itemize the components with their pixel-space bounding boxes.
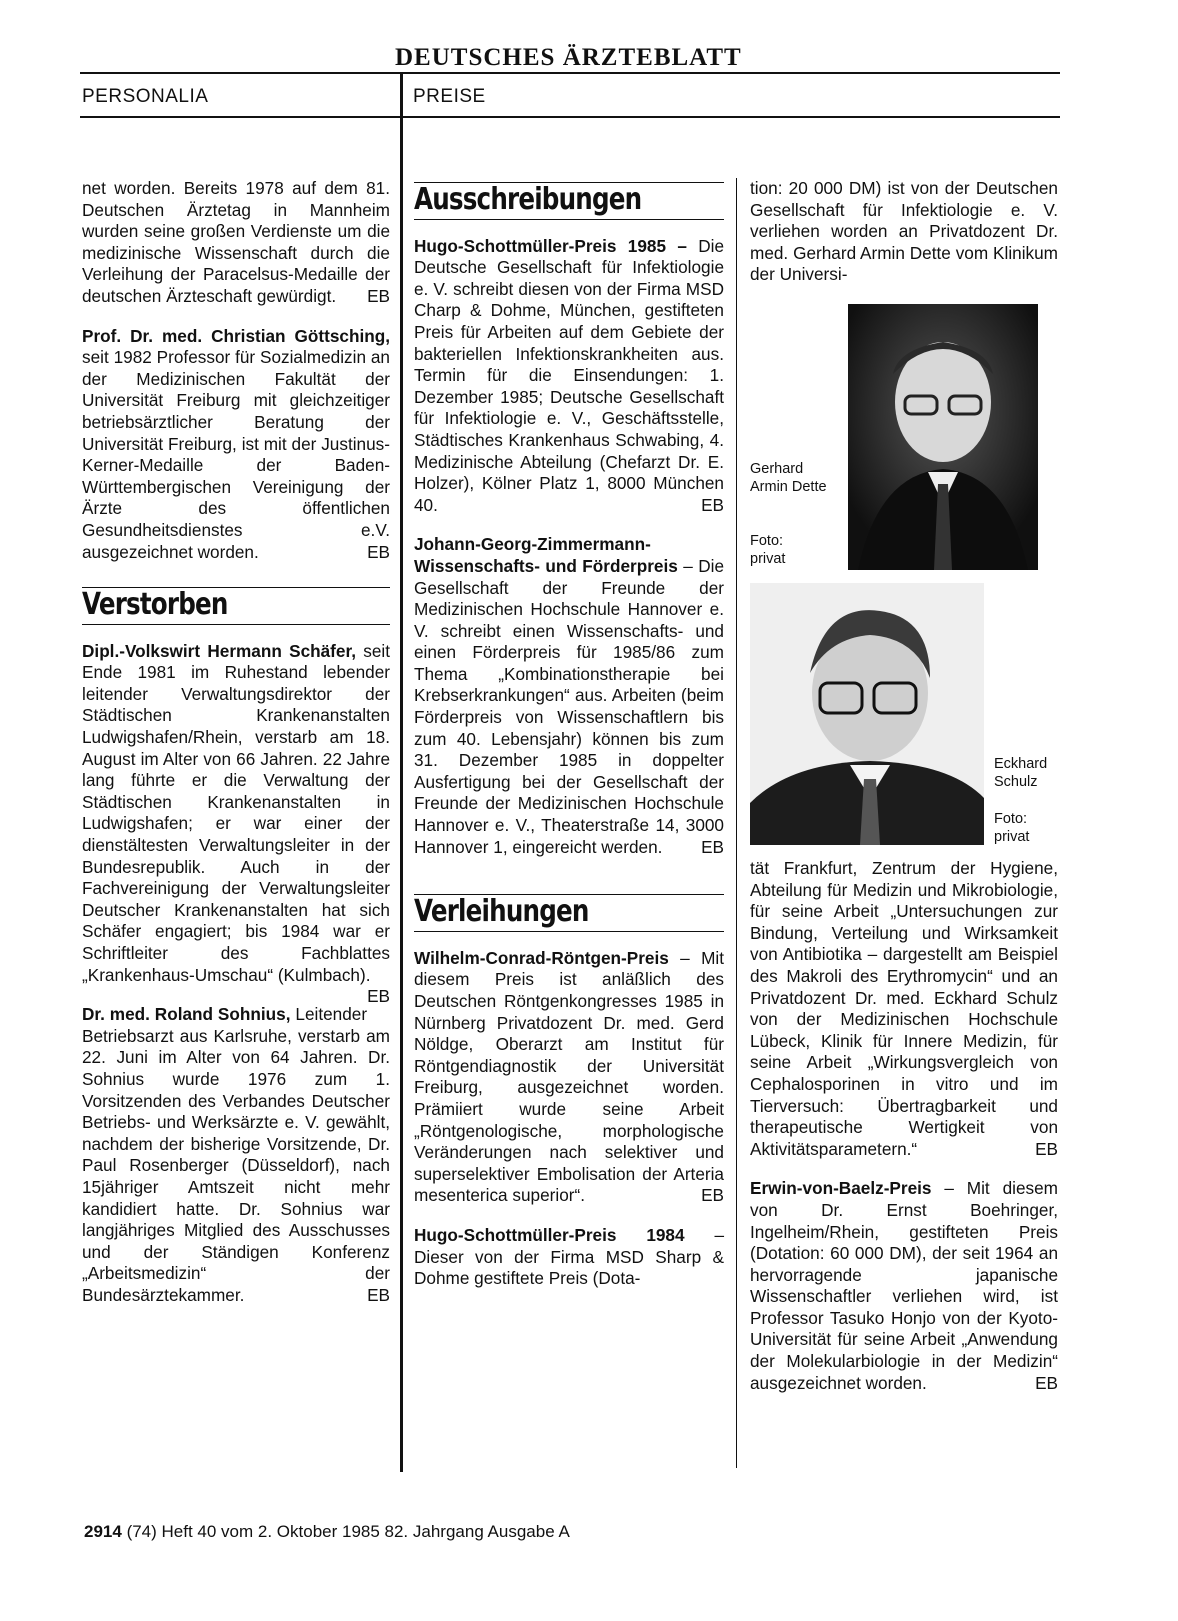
paragraph: Dipl.-Volkswirt Hermann Schäfer, seit Ende 1981 im Ruhestand lebender leitender Verwaltungsdirektor der Städtischen Krankenanstalten Ludwigshafen/Rhein, verstarb am 18. August im Alter von 66 Jahren. 22 Jahre lang führte er die Verwaltung der Städtischen Krankenanstalten in Ludwigshafen; er war einer der dienstältesten Verwaltungsleiter in der Bundesrepublik. Auch in der Fachvereinigung der Verwaltungsleiter Deutscher Krankenanstalten hat sich Schäfer engagiert; bis 1984 war er Schriftleiter des Fachblattes „Krankenhaus-Umschau“ (Kulmbach). EB bbox=[82, 640, 390, 1007]
prize-name: Hugo-Schottmüller-Preis 1984 bbox=[414, 1224, 685, 1245]
column-divider bbox=[736, 178, 737, 1468]
column-3-bottom bbox=[750, 858, 1058, 1394]
author-mark: EB bbox=[701, 836, 724, 857]
person-name: Dipl.-Volkswirt Hermann Schäfer, bbox=[82, 640, 356, 661]
portrait-photo-dette bbox=[848, 304, 1038, 570]
portrait-image bbox=[750, 583, 984, 845]
paragraph: Johann-Georg-Zimmermann-Wissenschafts- und Förderpreis – Die Gesellschaft der Freunde der Medizinischen Hochschule Hannover e. V. schreibt einen Wissenschafts- und einen Förderpreis für 1985/86 zum Thema „Kombinationstherapie bei Krebserkrankungen“ aus. Arbeiten (beim Förderpreis von Wissenschaftlern bis zum 40. Lebensjahr) können bis zum 31. Dezember 1985 in doppelter Ausfertigung bei der Gesellschaft der Freunde der Medizinischen Hochschule Hannover e. V., Theaterstraße 14, 3000 Hannover 1, eingereicht werden. EB bbox=[414, 534, 725, 857]
column-2 bbox=[414, 182, 724, 1290]
portrait-photo-schulz bbox=[750, 583, 984, 845]
column-3-top bbox=[750, 178, 1058, 286]
author-mark: EB bbox=[367, 541, 390, 562]
masthead: DEUTSCHES ÄRZTEBLATT bbox=[395, 44, 742, 71]
paragraph: Hugo-Schottmüller-Preis 1985 – Die Deutsche Gesellschaft für Infektiologie e. V. schreibt diesen von der Firma MSD Charp & Dohme, München, gestifteten Preis für Arbeiten auf dem Gebiete der bakteriellen Infektionskrankheiten aus. Termin für die Einsendungen: 1. Dezember 1985; Deutsche Gesellschaft für Infektiologie e. V., Geschäftsstelle, Städtisches Krankenhaus Schwabing, 4. Medizinische Abteilung (Chefarzt Dr. E. Holzer), Kölner Platz 1, 8000 München 40. EB bbox=[414, 235, 725, 515]
photo-caption-name: Eckhard Schulz bbox=[994, 756, 1048, 790]
person-name: Dr. med. Roland Sohnius, bbox=[82, 1004, 291, 1025]
section-heading-verleihungen: Verleihungen bbox=[414, 894, 589, 930]
portrait-image bbox=[848, 304, 1038, 570]
person-name: Prof. Dr. med. Christian Göttsching, bbox=[82, 325, 390, 346]
paragraph: Wilhelm-Conrad-Röntgen-Preis – Mit diesem Preis ist anläßlich des Deutschen Röntgenkongresses 1985 in Nürnberg Privatdozent Dr. med. Gerd Nöldge, Oberarzt am Institut für Röntgendiagnostik der Universität Freiburg, ausgezeichnet worden. Prämiiert wurde seine Arbeit „Röntgenologische, morphologische Veränderungen nach selektiver und superselektiver Embolisation der Arteria mesenterica superior“. EB bbox=[414, 947, 724, 1206]
prize-name: Johann-Georg-Zimmermann-Wissenschafts- und Förderpreis bbox=[414, 534, 678, 576]
prize-name: Erwin-von-Baelz-Preis bbox=[750, 1178, 932, 1199]
section-label-personalia: PERSONALIA bbox=[82, 86, 209, 107]
photo-caption-credit: Foto: privat bbox=[994, 811, 1030, 845]
author-mark: EB bbox=[701, 494, 724, 515]
photo-caption-credit: Foto: privat bbox=[750, 533, 786, 567]
author-mark: EB bbox=[367, 1284, 390, 1305]
page-number: 2914 bbox=[84, 1522, 122, 1541]
paragraph: Hugo-Schottmüller-Preis 1984 – Dieser von der Firma MSD Sharp & Dohme gestiftete Preis (Dota- bbox=[414, 1224, 724, 1289]
author-mark: EB bbox=[1035, 1372, 1058, 1393]
author-mark: EB bbox=[367, 285, 390, 306]
photo-caption-name: Gerhard Armin Dette bbox=[750, 461, 827, 495]
paragraph: tät Frankfurt, Zentrum der Hygiene, Abteilung für Medizin und Mikrobiologie, für seine Arbeit „Untersuchungen zur Bindung, Verteilung und Wirksamkeit von Antibiotika – dargestellt am Beispiel des Makroli des Erythromycin“ und an Privatdozent Dr. med. Eckhard Schulz von der Medizinischen Hochschule Lübeck, Klinik für Innere Medizin, für seine Arbeit „Wirkungsvergleich von Cephalosporinen in vitro und im Tierversuch: Übertragbarkeit und therapeutische Wertigkeit von Aktivitätsparametern.“ EB bbox=[750, 858, 1058, 1159]
paragraph: Erwin-von-Baelz-Preis – Mit diesem von Dr. Ernst Boehringer, Ingelheim/Rhein, gestifteten Preis (Dotation: 60 000 DM), der seit 1964 an hervorragende japanische Wissenschaftler verliehen wird, ist Professor Tasuko Honjo von der Kyoto-Universität für seine Arbeit „Anwendung der Molekularbiologie in der Medizin“ ausgezeichnet worden. EB bbox=[750, 1178, 1058, 1393]
prize-name: Hugo-Schottmüller-Preis 1985 – bbox=[414, 235, 687, 256]
paragraph: Prof. Dr. med. Christian Göttsching, seit 1982 Professor für Sozialmedizin an der Medizinischen Fakultät der Universität Freiburg mit gleichzeitiger betriebsärztlicher Beratung der Universität Freiburg, ist mit der Justinus-Kerner-Medaille der Baden-Württembergischen Vereinigung der Ärzte des öffentlichen Gesundheitsdienstes e.V. ausgezeichnet worden. EB bbox=[82, 325, 390, 562]
paragraph: net worden. Bereits 1978 auf dem 81. Deutschen Ärztetag in Mannheim wurden seine großen Verdienste um die medizinische Wissenschaft durch die Verleihung der Paracelsus-Medaille der deutschen Ärzteschaft gewürdigt. EB bbox=[82, 178, 390, 306]
issue-info: (74) Heft 40 vom 2. Oktober 1985 82. Jahrgang Ausgabe A bbox=[126, 1522, 570, 1541]
prize-name: Wilhelm-Conrad-Röntgen-Preis bbox=[414, 947, 669, 968]
section-heading-block bbox=[414, 894, 724, 932]
page-footer bbox=[84, 1522, 570, 1542]
section-label-preise: PREISE bbox=[413, 86, 486, 107]
author-mark: EB bbox=[1035, 1138, 1058, 1159]
header-rule bbox=[80, 116, 1060, 118]
paragraph: tion: 20 000 DM) ist von der Deutschen Gesellschaft für Infektiologie e. V. verliehen worden an Privatdozent Dr. med. Gerhard Armin Dette vom Klinikum der Universi- bbox=[750, 178, 1058, 285]
section-heading-verstorben: Verstorben bbox=[82, 587, 228, 623]
paragraph: Dr. med. Roland Sohnius, Leitender Betriebsarzt aus Karlsruhe, verstarb am 22. Juni im Alter von 64 Jahren. Dr. Sohnius wurde 1976 zum 1. Vorsitzenden des Verbandes Deutscher Betriebs- und Werksärzte e. V. gewählt, nachdem der bisherige Vorsitzende, Dr. Paul Rosenberger (Düsseldorf), nach 15jähriger Amtszeit nicht mehr kandidiert hatte. Dr. Sohnius war langjähriges Mitglied des Ausschusses und der Ständigen Konferenz „Arbeitsmedizin“ der Bundesärztekammer. EB bbox=[82, 1004, 390, 1305]
section-divider bbox=[400, 72, 403, 1472]
section-heading-block bbox=[414, 182, 724, 220]
masthead-rule bbox=[80, 72, 1060, 74]
section-heading-block bbox=[82, 587, 390, 625]
section-heading-ausschreibungen: Ausschreibungen bbox=[414, 182, 642, 217]
author-mark: EB bbox=[701, 1185, 724, 1206]
author-mark: EB bbox=[367, 986, 390, 1007]
column-1 bbox=[82, 178, 390, 1307]
